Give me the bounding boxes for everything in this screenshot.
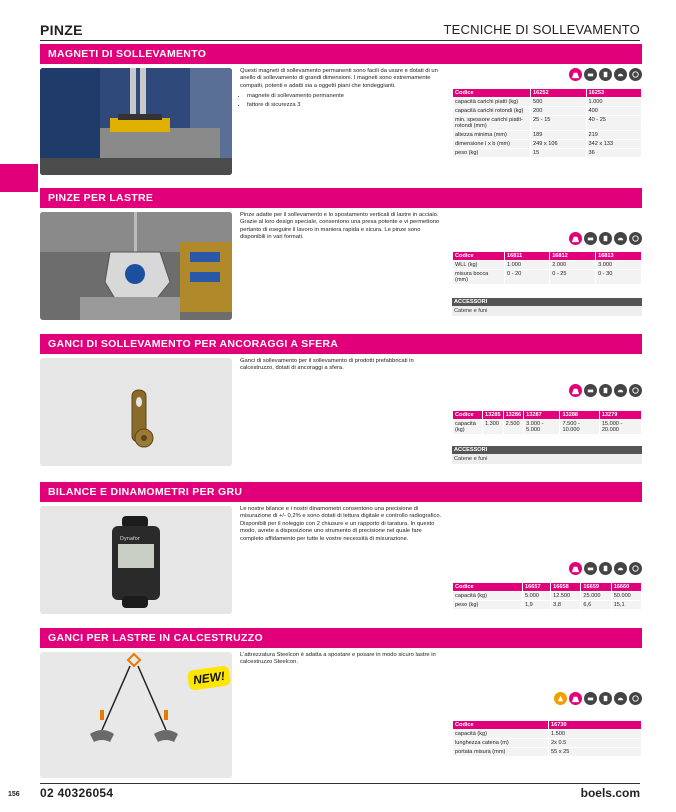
table-header: 16658 xyxy=(551,583,581,592)
table-row: peso (kg) 1,9 3,8 6,6 15,1 xyxy=(453,601,642,610)
magnet-photo xyxy=(40,68,232,175)
section-title: MAGNETI DI SOLLEVAMENTO xyxy=(40,44,642,64)
glove-icon xyxy=(599,68,612,81)
glove-icon xyxy=(599,562,612,575)
section-bilance xyxy=(40,482,642,618)
scale-brand: Dynafor xyxy=(120,536,140,542)
table-header: 16657 xyxy=(523,583,551,592)
helmet-icon xyxy=(614,692,627,705)
page-title: PINZE xyxy=(40,22,83,38)
table-header: 13286 xyxy=(503,411,524,420)
table-header: Codice xyxy=(453,583,523,592)
description-text: Questi magneti di sollevamento permanenti sono facili da usare e dotati di un anello di sollevamento di grandi dimensioni. I magneti sono estremamente compatti, potenti e adatti sia a oggetti piani che tondeggianti. xyxy=(240,68,438,89)
table-header: Codice xyxy=(453,411,483,420)
table-header: 16252 xyxy=(531,89,587,98)
section-title: GANCI PER LASTRE IN CALCESTRUZZO xyxy=(40,628,642,648)
section-title: BILANCE E DINAMOMETRI PER GRU xyxy=(40,482,642,502)
table-row: altezza minima (mm) 189 219 xyxy=(453,131,642,140)
hand-icon xyxy=(584,384,597,397)
shield-icon xyxy=(629,68,642,81)
accessories-table xyxy=(452,446,642,464)
spec-table xyxy=(452,410,642,435)
new-badge: NEW! xyxy=(187,665,231,691)
table-row: portata misura (mm) 55 x 25 xyxy=(453,748,642,757)
icon-row xyxy=(569,384,642,397)
table-row: capacità carichi rotondi (kg) 200 400 xyxy=(453,107,642,116)
spec-table xyxy=(452,582,642,610)
hook-photo xyxy=(40,358,232,466)
section-description: Le nostre bilance e i nostri dinamometri consentono una precisione di misurazione di +/- 0,2% e sono dotati di lettura digitale e controllo radiografico. Disponibili per il noleggio con 2 chiusure e un rapporto di taratura. In questo modo, avrete a disposizione uno strumento di precisione nel quale fare completo affidamento per tutte le vostre necessità di misurazione. xyxy=(240,506,442,542)
phone-number: 02 40326054 xyxy=(40,786,114,800)
table-header: 16660 xyxy=(611,583,641,592)
plate-clamp-photo xyxy=(40,212,232,320)
feature-item: • magnete di sollevamento permanente xyxy=(247,93,440,100)
accessories-table xyxy=(452,298,642,316)
website-link[interactable]: boels.com xyxy=(580,786,640,800)
footer-divider xyxy=(40,783,640,784)
table-header: 13287 xyxy=(524,411,560,420)
shield-icon xyxy=(629,384,642,397)
table-header: Codice xyxy=(453,89,531,98)
accessories-value: Catene e funi xyxy=(452,306,642,316)
category-title: TECNICHE DI SOLLEVAMENTO xyxy=(443,22,640,37)
glove-icon xyxy=(599,692,612,705)
helmet-icon xyxy=(614,68,627,81)
table-header: 16730 xyxy=(549,721,642,730)
table-row: min. spessore carichi piatti-rotondi (mm) 25 - 15 40 - 25 xyxy=(453,116,642,131)
section-ganci xyxy=(40,334,642,470)
shield-icon xyxy=(629,232,642,245)
shield-icon xyxy=(629,562,642,575)
hand-icon xyxy=(584,562,597,575)
header-divider xyxy=(40,40,640,41)
table-row: lunghezza catena (m) 2x 0.5 xyxy=(453,739,642,748)
hand-icon xyxy=(584,692,597,705)
table-header: Codice xyxy=(453,252,505,261)
icon-row xyxy=(569,68,642,81)
icon-row xyxy=(569,232,642,245)
icon-row xyxy=(554,692,642,705)
section-description: Ganci di sollevamento per il sollevamento di prodotti prefabbricati in calcestruzzo, dotati di ancoraggi a sfera. xyxy=(240,358,414,372)
section-title: GANCI DI SOLLEVAMENTO PER ANCORAGGI A SFERA xyxy=(40,334,642,354)
helmet-icon xyxy=(614,562,627,575)
table-header: 13279 xyxy=(599,411,641,420)
shield-icon xyxy=(629,692,642,705)
icon-row xyxy=(569,562,642,575)
side-tab-marker xyxy=(0,164,38,192)
weight-icon xyxy=(569,562,582,575)
page-number: 156 xyxy=(8,791,20,798)
table-row: WLL (kg) 1.000 2.000 3.000 xyxy=(453,261,642,270)
scale-photo xyxy=(40,506,232,614)
table-row: dimensione l x b (mm) 249 x 106 342 x 133 xyxy=(453,140,642,149)
hand-icon xyxy=(584,68,597,81)
table-row: capacità (kg) 1.500 xyxy=(453,730,642,739)
section-title: PINZE PER LASTRE xyxy=(40,188,642,208)
section-description xyxy=(240,68,440,109)
warning-icon xyxy=(554,692,567,705)
table-header: 16812 xyxy=(550,252,596,261)
table-row: capacità (kg) 5.000 12.500 25.000 50.000 xyxy=(453,592,642,601)
weight-icon xyxy=(569,232,582,245)
section-magneti xyxy=(40,44,642,178)
hand-icon xyxy=(584,232,597,245)
table-row: capacità carichi piatti (kg) 500 1.000 xyxy=(453,98,642,107)
spec-table xyxy=(452,251,642,285)
table-header: 13288 xyxy=(560,411,599,420)
table-row: peso (kg) 15 36 xyxy=(453,149,642,158)
section-description: Pinze adatte per il sollevamento e lo spostamento verticali di lastre in acciaio. Grazie al loro design speciale, consentono una presa potente e vi permettono pertanto di eseguire il lavoro in maniera rapida e sicura. Le pinze sono disponibili in vari formati. xyxy=(240,212,440,241)
spec-table xyxy=(452,720,642,757)
helmet-icon xyxy=(614,384,627,397)
weight-icon xyxy=(569,68,582,81)
section-calcestruzzo xyxy=(40,628,642,780)
table-header: 13285 xyxy=(483,411,504,420)
accessories-header: ACCESSORI xyxy=(452,298,642,306)
table-header: Codice xyxy=(453,721,549,730)
table-header: 16811 xyxy=(505,252,550,261)
spec-table xyxy=(452,88,642,158)
section-lastre xyxy=(40,188,642,324)
feature-item: • fattore di sicurezza 3 xyxy=(247,102,440,109)
table-row: misura bocca (mm) 0 - 20 0 - 25 0 - 30 xyxy=(453,270,642,285)
feature-list xyxy=(240,93,440,109)
weight-icon xyxy=(569,692,582,705)
glove-icon xyxy=(599,384,612,397)
glove-icon xyxy=(599,232,612,245)
helmet-icon xyxy=(614,232,627,245)
table-header: 16813 xyxy=(596,252,642,261)
accessories-value: Catene e funi xyxy=(452,454,642,464)
section-description: L'attrezzatura Steelcon è adatta a spostare e posare in modo sicuro lastre in calcestruzzo Steelcon. xyxy=(240,652,436,666)
table-header: 16253 xyxy=(586,89,642,98)
accessories-header: ACCESSORI xyxy=(452,446,642,454)
table-header: 16659 xyxy=(581,583,611,592)
weight-icon xyxy=(569,384,582,397)
table-row: capacità (kg) 1.300 2.500 3.000 - 5.000 7.500 - 10.000 15.000 - 20.000 xyxy=(453,420,642,435)
